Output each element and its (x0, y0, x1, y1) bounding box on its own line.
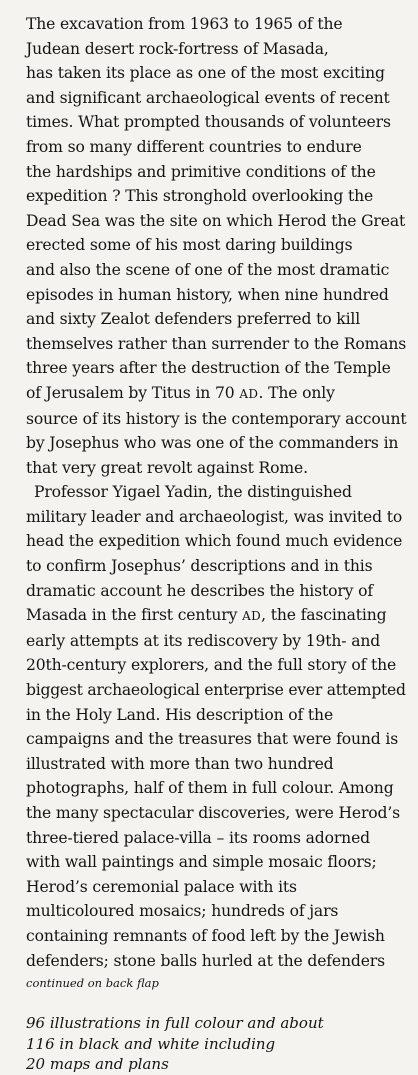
text-line: in the Holy Land. His description of the (26, 705, 334, 724)
era-abbreviation: AD (242, 609, 262, 624)
text-line: Judean desert rock-fortress of Masada, (26, 39, 329, 58)
blurb-paragraph-2 (26, 480, 406, 973)
text-segment: , the fascinating (261, 606, 387, 625)
text-line: The excavation from 1963 to 1965 of the (26, 15, 343, 33)
era-abbreviation: AD (239, 386, 259, 401)
text-line: themselves rather than surrender to the Romans (26, 334, 407, 353)
text-line: Professor Yigael Yadin, the distinguished (34, 483, 352, 502)
text-line: three years after the destruction of the Temple (26, 359, 391, 378)
text-line: Herod’s ceremonial palace with its (26, 877, 297, 896)
text-line: head the expedition which found much evidence (26, 532, 403, 551)
text-line: 96 illustrations in full colour and about (26, 1014, 324, 1033)
continued-note: continued on back flap (26, 976, 159, 991)
text-line (26, 381, 406, 407)
text-segment: Masada in the first century (26, 606, 238, 625)
text-line: 20th-century explorers, and the full story of the (26, 656, 397, 675)
text-line: Dead Sea was the site on which Herod the Great (26, 211, 406, 230)
text-line: episodes in human history, when nine hundred (26, 285, 389, 304)
text-line: times. What prompted thousands of volunteers (26, 113, 391, 132)
text-line: photographs, half of them in full colour. Among (26, 779, 394, 798)
text-line: by Josephus who was one of the commanders in (26, 434, 399, 453)
text-line: the many spectacular discoveries, were Herod’s (26, 804, 401, 822)
text-line: 20 maps and plans (26, 1055, 169, 1074)
text-line: campaigns and the treasures that were found is (26, 730, 399, 749)
text-line: that very great revolt against Rome. (26, 458, 308, 477)
text-line: expedition ? This stronghold overlooking the (26, 187, 374, 206)
text-line: defenders; stone balls hurled at the defenders (26, 951, 385, 970)
text-line: has taken its place as one of the most exciting (26, 64, 385, 83)
text-line: multicoloured mosaics; hundreds of jars (26, 902, 339, 921)
text-line (26, 603, 406, 629)
text-line: from so many different countries to endure (26, 137, 362, 156)
blurb-paragraph-1 (26, 12, 406, 480)
text-line: three-tiered palace-villa – its rooms adorned (26, 828, 370, 847)
text-line: source of its history is the contemporary account (26, 409, 407, 428)
illustrations-note (26, 1013, 406, 1075)
text-line: and sixty Zealot defenders preferred to kill (26, 310, 361, 329)
text-line: military leader and archaeologist, was invited to (26, 507, 403, 526)
text-line: erected some of his most daring buildings (26, 236, 353, 255)
text-line: dramatic account he describes the history of (26, 581, 373, 600)
text-line: and significant archaeological events of recent (26, 88, 390, 107)
text-line: biggest archaeological enterprise ever attempted (26, 681, 406, 700)
text-line: and also the scene of one of the most dramatic (26, 260, 390, 279)
text-line: containing remnants of food left by the Jewish (26, 926, 385, 945)
text-segment: of Jerusalem by Titus in 70 (26, 383, 235, 402)
text-line: with wall paintings and simple mosaic floors; (26, 853, 377, 872)
text-line: to confirm Josephus’ descriptions and in this (26, 557, 373, 576)
text-line: early attempts at its rediscovery by 19th- and (26, 631, 381, 650)
text-line: the hardships and primitive conditions of the (26, 162, 376, 181)
text-line: illustrated with more than two hundred (26, 754, 334, 773)
text-segment: . The only (258, 383, 335, 402)
text-line: 116 in black and white including (26, 1034, 276, 1053)
